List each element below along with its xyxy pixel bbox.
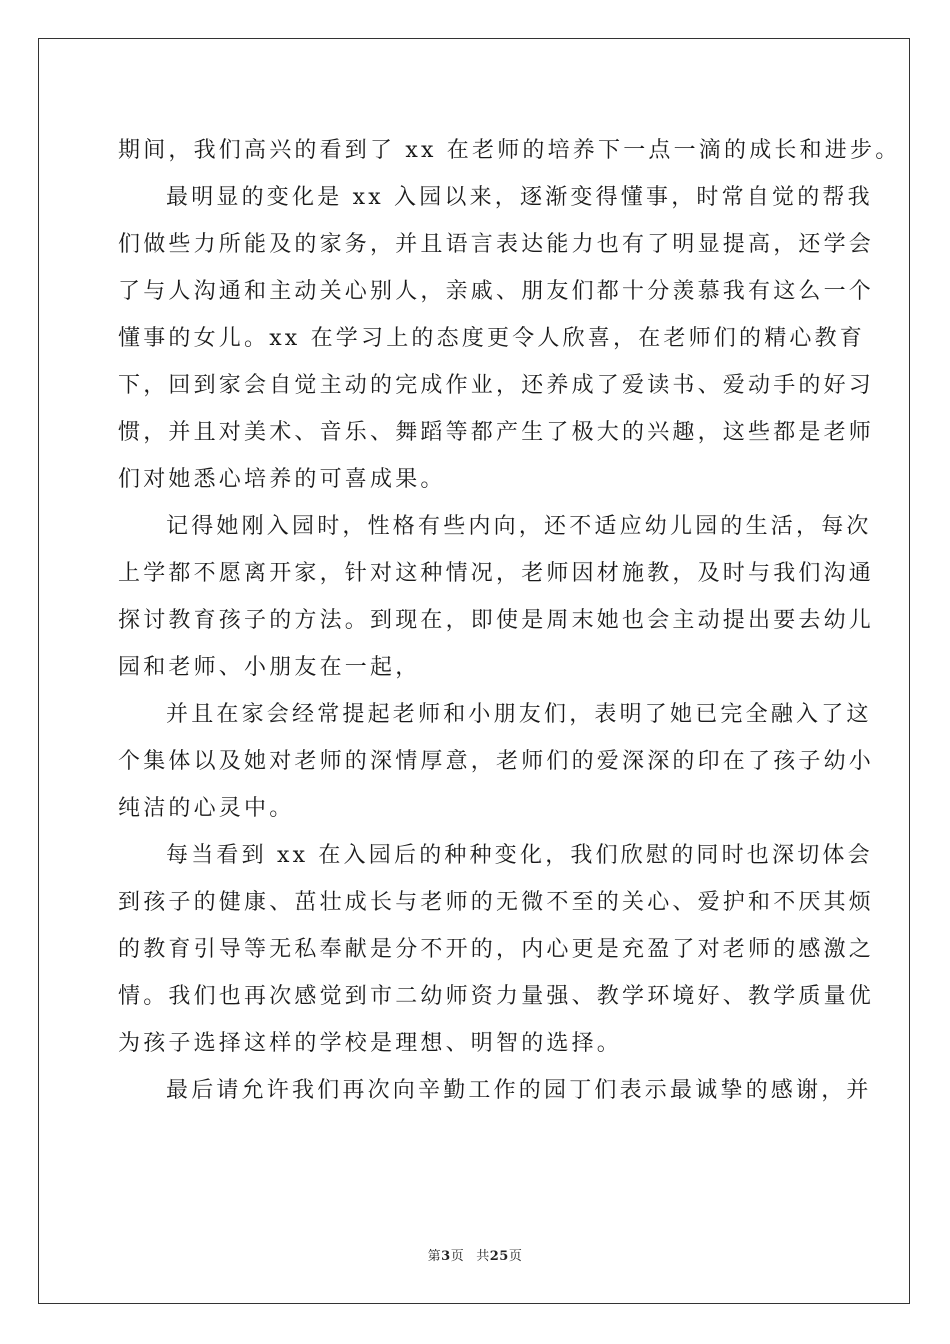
text-line: 们对她悉心培养的可喜成果。 [118,467,446,492]
text-line: 下，回到家会自觉主动的完成作业，还养成了爱读书、爱动手的好习 [118,373,875,398]
text-line: 了与人沟通和主动关心别人，亲戚、朋友们都十分羡慕我有这么一个 [118,279,875,304]
text-line: 懂事的女儿。xx 在学习上的态度更令人欣喜，在老师们的精心教育 [118,326,866,351]
text-line: 们做些力所能及的家务，并且语言表达能力也有了明显提高，还学会 [118,232,875,257]
text-line: 上学都不愿离开家，针对这种情况，老师因材施教，及时与我们沟通 [118,561,875,586]
text-line: 每当看到 xx 在入园后的种种变化，我们欣慰的同时也深切体会 [166,843,873,868]
text-line: 惯，并且对美术、音乐、舞蹈等都产生了极大的兴趣，这些都是老师 [118,420,875,445]
total-pages: 25 [489,1249,509,1264]
text-line: 情。我们也再次感觉到市二幼师资力量强、教学环境好、教学质量优 [118,984,875,1009]
total-prefix: 共 [476,1249,490,1264]
text-line: 园和老师、小朋友在一起， [118,655,421,680]
text-line: 最后请允许我们再次向辛勤工作的园丁们表示最诚挚的感谢，并 [166,1078,872,1103]
page-prefix: 第 [427,1249,442,1264]
page-footer [0,1245,950,1264]
page-suffix: 页 [450,1249,465,1264]
text-line: 期间，我们高兴的看到了 xx 在老师的培养下一点一滴的成长和进步。 [118,138,901,163]
text-line: 纯洁的心灵中。 [118,796,295,821]
text-line: 探讨教育孩子的方法。到现在，即使是周末她也会主动提出要去幼儿 [118,608,875,633]
text-line: 到孩子的健康、茁壮成长与老师的无微不至的关心、爱护和不厌其烦 [118,890,875,915]
total-suffix: 页 [508,1249,523,1264]
text-line: 最明显的变化是 xx 入园以来，逐渐变得懂事，时常自觉的帮我 [166,185,873,210]
text-line: 为孩子选择这样的学校是理想、明智的选择。 [118,1031,623,1056]
text-line: 个集体以及她对老师的深情厚意，老师们的爱深深的印在了孩子幼小 [118,749,875,774]
text-line: 并且在家会经常提起老师和小朋友们，表明了她已完全融入了这 [166,702,872,727]
text-line: 记得她刚入园时，性格有些内向，还不适应幼儿园的生活，每次 [166,514,872,539]
text-line: 的教育引导等无私奉献是分不开的，内心更是充盈了对老师的感激之 [118,937,875,962]
document-body [118,127,901,1114]
page-number: 3 [441,1249,451,1264]
